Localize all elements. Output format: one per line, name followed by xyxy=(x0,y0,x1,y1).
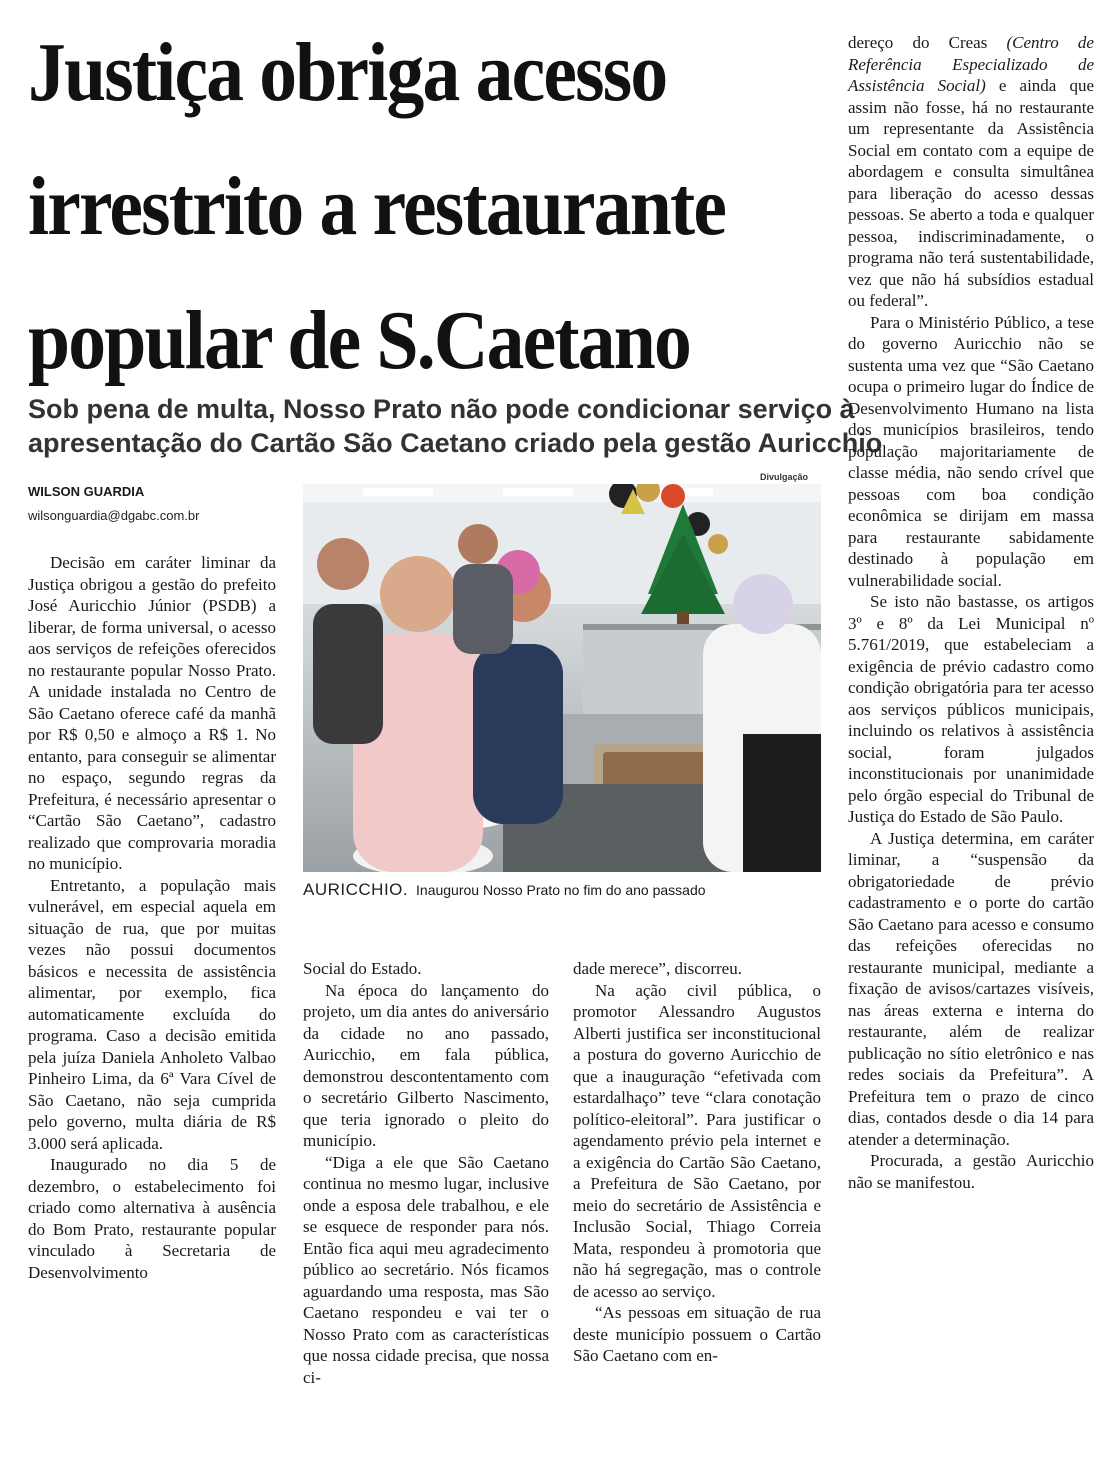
headline xyxy=(28,6,748,408)
paragraph: dade merece”, discorreu. xyxy=(573,959,742,978)
paragraph: Inaugurado no dia 5 de dezembro, o estabelecimento foi criado como alternativa à ausência do Bom Prato, restaurante popular vinculado à Secretaria de Desenvolvimento xyxy=(28,1155,276,1282)
byline-author: WILSON GUARDIA xyxy=(28,484,145,499)
paragraph: Na época do lançamento do projeto, um dia antes do aniversário da cidade no ano passado, Auricchio, em fala pública, demonstrou descontentamento com o secretário Gilberto Nascimento, que teria ignorado o pleito do município. xyxy=(303,980,549,1150)
paragraph: Procurada, a gestão Auricchio não se manifestou. xyxy=(848,1151,1094,1192)
subheadline xyxy=(28,392,883,460)
byline-email: wilsonguardia@dgabc.com.br xyxy=(28,508,200,523)
paragraph: A Justiça determina, em caráter liminar, a “suspensão da obrigatoriedade de prévio cadastramento e o porte do cartão São Caetano para acesso e consumo das refeições oferecidas no restaurante municipal, mediante a fixação de avisos/cartazes visíveis, nas áreas externa e interna do restaurante, além de realizar publicação no sítio eletrônico e nas redes sociais da Prefeitura”. A Prefeitura tem o prazo de cinco dias, contados desde o dia 14 para atender a determinação. xyxy=(848,828,1094,1149)
restaurant-scene-illustration xyxy=(303,484,821,872)
creas-expansion: (Centro de Referência Especializado de Assistência Social) xyxy=(848,33,1094,95)
paragraph: “Diga a ele que São Caetano continua no mesmo lugar, inclusive onde a esposa dele trabalhou, e ele se esquece de responder para nós. Então fica aqui meu agradecimento público ao secretário. Nós ficamos aguardando uma resposta, mas São Caetano respondeu e vai ter o Nosso Prato com as características que nossa cidade precisa, que nossa ci- xyxy=(303,1152,549,1387)
article-column-4 xyxy=(848,32,1094,1193)
paragraph xyxy=(848,32,1094,312)
paragraph: Social do Estado. xyxy=(303,959,422,978)
caption-label: AURICCHIO. xyxy=(303,880,409,899)
article-column-2 xyxy=(303,958,549,1388)
article-column-3 xyxy=(573,958,821,1367)
paragraph: Decisão em caráter liminar da Justiça obrigou a gestão do prefeito José Auricchio Júnior (PSDB) a liberar, de forma universal, o acesso aos serviços de refeições oferecidos no restaurante popular Nosso Prato. A unidade instalada no Centro de São Caetano oferece café da manhã por R$ 0,50 e almoço a R$ 1. No entanto, para conseguir se alimentar no espaço, segundo regras da Prefeitura, é necessário apresentar o “Cartão São Caetano”, cadastro realizado que comprovaria moradia no município. xyxy=(28,553,276,873)
paragraph-start: dereço do Creas xyxy=(848,33,988,52)
headline-line-1: Justiça obriga acesso xyxy=(28,26,667,119)
article-column-1 xyxy=(28,552,276,1283)
subheadline-line-2: apresentação do Cartão São Caetano criado pela gestão Auricchio xyxy=(28,428,883,458)
news-photo xyxy=(303,484,821,872)
paragraph: Entretanto, a população mais vulnerável, em especial aquela em situação de rua, que por muitas vezes não possui documentos básicos e necessita de assistência alimentar, por exemplo, fica automaticamente excluída do programa. Caso a decisão emitida pela juíza Daniela Anholeto Valbao Pinheiro Lima, da 6ª Vara Cível de São Caetano, não seja cumprida pelo governo, multa diária de R$ 3.000 será aplicada. xyxy=(28,875,276,1153)
paragraph: Para o Ministério Público, a tese do governo Auricchio não se sustenta uma vez que “São Caetano ocupa o primeiro lugar do Índice de Desenvolvimento Humano na lista dos municípios brasileiros, tendo população majoritariamente de classe média, não sendo crível que pessoas com boa condição econômica se dirijam em massa para restaurante sabidamente destinado à população em vulnerabilidade social. xyxy=(848,312,1094,590)
photo-credit: Divulgação xyxy=(760,472,809,482)
paragraph: Se isto não bastasse, os artigos 3º e 8º da Lei Municipal nº 5.761/2019, que estabeleciam a exigência de prévio cadastro como condição obrigatória para ter acesso aos serviços públicos municipais, incluindo os relativos à assistência social, foram julgados inconstitucionais por unanimidade pelo órgão especial do Tribunal de Justiça do Estado de São Paulo. xyxy=(848,592,1094,826)
paragraph: “As pessoas em situação de rua deste município possuem o Cartão São Caetano com en- xyxy=(573,1303,821,1365)
paragraph: Na ação civil pública, o promotor Alessandro Augustos Alberti justifica ser inconstitucional a postura do governo Auricchio de que a inauguração “efetivada com estardalhaço” teve “clara conotação político-eleitoral”. Para justificar o agendamento prévio pela internet e a exigência do Cartão São Caetano, a Prefeitura de São Caetano, por meio do secretário de Assistência e Inclusão Social, Thiago Correia Mata, respondeu à promotoria que não há segregação, mas o controle de acesso ao serviço. xyxy=(573,980,821,1301)
subheadline-line-1: Sob pena de multa, Nosso Prato não pode condicionar serviço à xyxy=(28,394,855,424)
headline-line-2: irrestrito a restaurante xyxy=(28,160,726,253)
paragraph-end: e ainda que assim não fosse, há no restaurante um representante da Assistência Social em contato com a equipe de abordagem e consulta simultânea para liberação do acesso dessas pessoas. Se aberto a toda e qualquer pessoa, indiscriminadamente, o programa não terá sustentabilidade, vez que não há subsídios estadual ou federal”. xyxy=(848,76,1094,310)
photo-caption xyxy=(303,880,821,900)
headline-line-3: popular de S.Caetano xyxy=(28,294,691,387)
caption-text: Inaugurou Nosso Prato no fim do ano passado xyxy=(416,882,706,898)
